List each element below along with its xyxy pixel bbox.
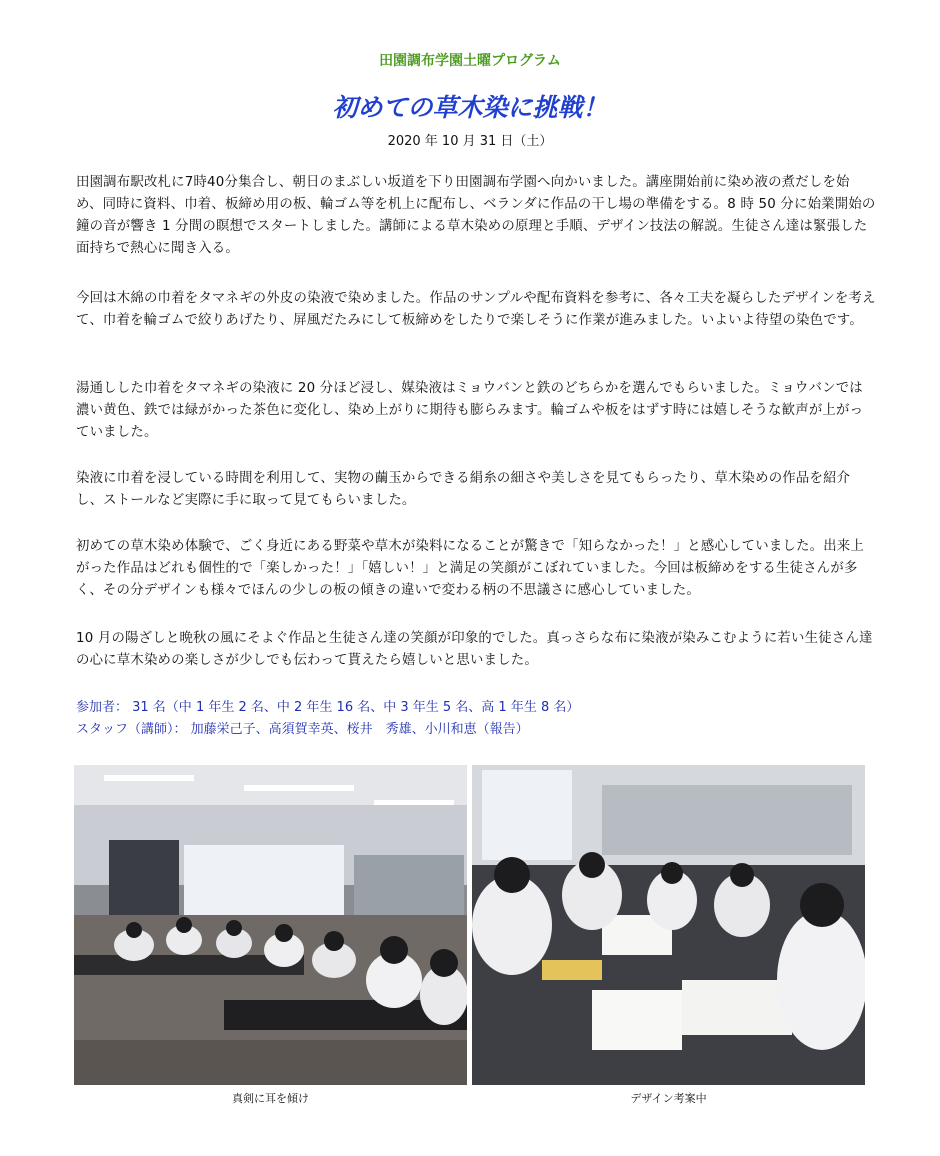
event-date: 2020 年 10 月 31 日（土）	[387, 134, 553, 149]
caption-right: デザイン考案中	[630, 1092, 707, 1105]
design-photo-illustration	[472, 765, 865, 1085]
paragraph-3: 湯通しした巾着をタマネギの染液に 20 分ほど浸し、媒染液はミョウバンと鉄のどちらかを選んでもらいました。ミョウバンでは濃い黄色、鉄では緑がかった茶色に変化し、染め上がりに期待も膨らみます。輪ゴムや板をはずす時には嬉しそうな歓声が上がっていました。	[76, 381, 864, 440]
paragraph-1: 田園調布駅改札に7時40分集合し、朝日のまぶしい坂道を下り田園調布学園へ向かいました。講座開始前に染め液の煮だしを始め、同時に資料、巾着、板締め用の板、輪ゴム等を机上に配布し、ベランダに作品の干し場の準備をする。8 時 50 分に始業開始の鐘の音が響き 1 分間の瞑想でスタートしました。講師による草木染めの原理と手順、デザイン技法の解説。生徒さん達は緊張した面持ちで熱心に聞き入る。	[76, 175, 876, 256]
paragraph-4: 染液に巾着を浸している時間を利用して、実物の繭玉からできる絹糸の細さや美しさを見てもらったり、草木染めの作品を紹介し、ストールなど実際に手に取って見てもらいました。	[76, 471, 851, 508]
page-title: 初めての草木染に挑戦！	[332, 93, 608, 122]
classroom-photo-illustration	[74, 765, 467, 1085]
caption-left: 真剣に耳を傾け	[232, 1092, 309, 1105]
program-name: 田園調布学園土曜プログラム	[379, 53, 561, 69]
participants-info: 参加者： 31 名（中 1 年生 2 名、中 2 年生 16 名、中 3 年生 5 名、高 1 年生 8 名）	[76, 700, 580, 715]
paragraph-5: 初めての草木染め体験で、ごく身近にある野菜や草木が染料になることが驚きで「知らなかった！」と感心していました。出来上がった作品はどれも個性的で「楽しかった！」「嬉しい！」と満足の笑顔がこぼれていました。今回は板締めをする生徒さんが多く、その分デザインも様々でほんの少しの板の傾きの違いで変わる柄の不思議さに感心していました。	[76, 539, 864, 598]
paragraph-6: 10 月の陽ざしと晩秋の風にそよぐ作品と生徒さん達の笑顔が印象的でした。真っさらな布に染液が染みこむように若い生徒さん達の心に草木染めの楽しさが少しでも伝わって貰えたら嬉しいと思いました。	[76, 631, 873, 668]
classroom-photo-design	[472, 765, 865, 1085]
paragraph-2: 今回は木綿の巾着をタマネギの外皮の染液で染めました。作品のサンプルや配布資料を参考に、各々工夫を凝らしたデザインを考えて、巾着を輪ゴムで絞りあげたり、屏風だたみにして板締めをしたりで楽しそうに作業が進みました。いよいよ待望の染色です。	[76, 291, 876, 328]
staff-info: スタッフ（講師）： 加藤栄己子、高須賀幸英、桜井 秀雄、小川和恵（報告）	[76, 722, 529, 737]
classroom-photo-listening	[74, 765, 467, 1085]
